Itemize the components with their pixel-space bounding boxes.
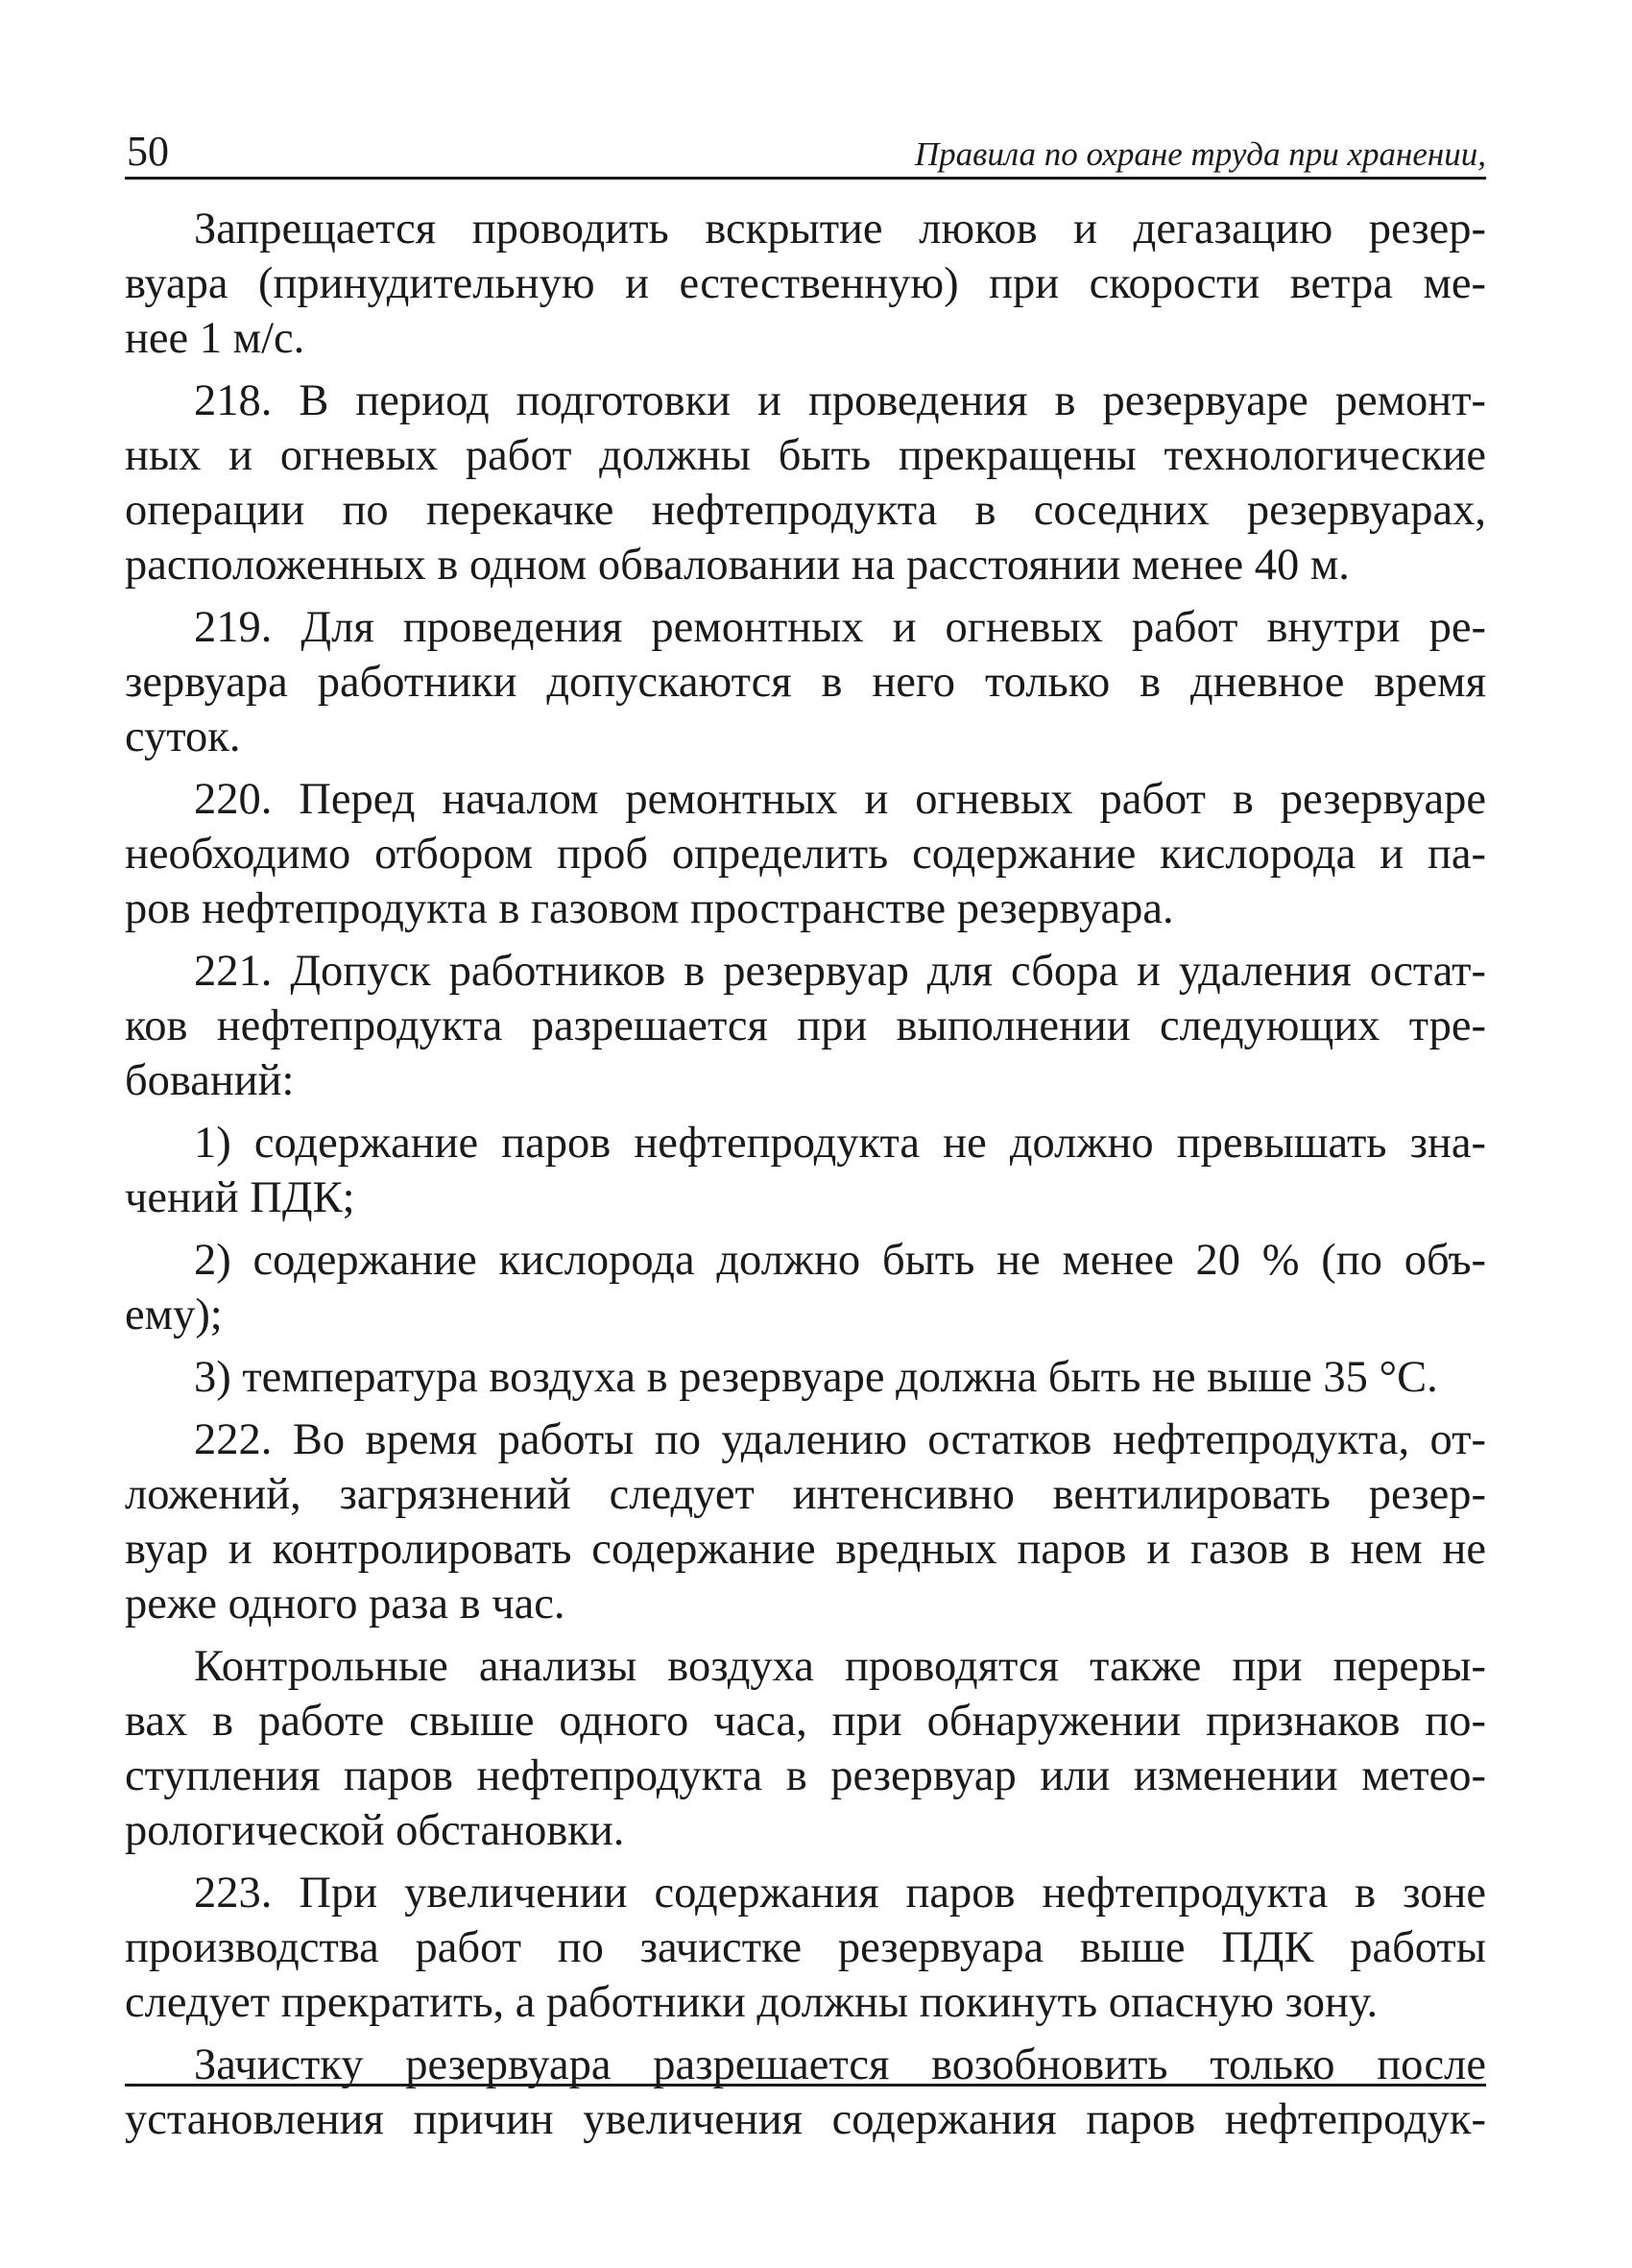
text-line: Контрольные анализы воздуха проводятся также при переры- [194,1642,1486,1691]
text-line: 218. В период подготовки и проведения в резервуаре ремонт- [194,376,1486,425]
text-line: 3) температура воздуха в резервуаре должна быть не выше 35 °С. [194,1353,1438,1402]
text-line: операции по перекачке нефтепродукта в соседних резервуарах, [125,486,1486,535]
text-line: 223. При увеличении содержания паров нефтепродукта в зоне [194,1869,1486,1918]
paragraph [125,1412,1486,1631]
text-line: вуара (принудительную и естественную) при скорости ветра ме- [125,259,1486,308]
text-line: ных и огневых работ должны быть прекращены технологические [125,431,1486,480]
paragraph [125,2038,1486,2147]
text-line: Запрещается проводить вскрытие люков и дегазацию резер- [194,205,1486,253]
text-line: производства работ по зачистке резервуара выше ПДК работы [125,1923,1486,1972]
text-line: бований: [125,1056,295,1105]
paragraph-gap [125,366,1486,374]
text-line: 221. Допуск работников в резервуар для сбора и удаления остат- [194,947,1486,996]
paragraph-gap [125,1858,1486,1866]
page-number: 50 [127,128,169,175]
paragraph [125,600,1486,764]
paragraph [125,1116,1486,1225]
running-title: Правила по охране труда при хранении, [914,135,1486,173]
page-header [125,123,1486,180]
text-line: зервуара работники допускаются в него только в дневное время [125,658,1486,707]
footer-rule [125,2084,1486,2087]
paragraph [125,374,1486,592]
text-line: вах в работе свыше одного часа, при обнаружении признаков по- [125,1697,1486,1746]
paragraph-gap [125,1342,1486,1350]
text-line: вуар и контролировать содержание вредных паров и газов в нем не [125,1525,1486,1574]
text-line: установления причин увеличения содержания паров нефтепродук- [125,2095,1486,2144]
text-line: ров нефтепродукта в газовом пространстве резервуара. [125,884,1174,933]
text-line: чений ПДК; [125,1173,355,1222]
text-line: расположенных в одном обваловании на расстоянии менее 40 м. [125,541,1350,590]
paragraph [125,1866,1486,2030]
text-line: ложений, загрязнений следует интенсивно вентилировать резер- [125,1470,1486,1519]
paragraph-gap [125,1108,1486,1116]
text-line: ков нефтепродукта разрешается при выполнении следующих тре- [125,1001,1486,1050]
text-line: следует прекратить, а работники должны покинуть опасную зону. [125,1978,1379,2027]
text-line: 220. Перед началом ремонтных и огневых работ в резервуаре [194,775,1486,824]
paragraph [125,944,1486,1108]
paragraph [125,772,1486,936]
paragraph [125,1350,1486,1405]
text-line: ему); [125,1291,223,1339]
text-line: Зачистку резервуара разрешается возобновить только после [194,2040,1486,2089]
text-line: нее 1 м/с. [125,314,305,363]
text-line: 219. Для проведения ремонтных и огневых работ внутри ре- [194,603,1486,652]
paragraph-gap [125,764,1486,772]
paragraph-gap [125,1405,1486,1412]
paragraph [125,1233,1486,1342]
text-line: реже одного раза в час. [125,1580,565,1629]
text-line: 2) содержание кислорода должно быть не менее 20 % (по объ- [194,1236,1486,1285]
paragraph-gap [125,1225,1486,1233]
text-line: 222. Во время работы по удалению остатков нефтепродукта, от- [194,1415,1486,1464]
paragraph-gap [125,936,1486,944]
paragraph-gap [125,1631,1486,1639]
text-line: 1) содержание паров нефтепродукта не должно превышать зна- [194,1119,1486,1168]
body-text [125,202,1486,2147]
text-line: необходимо отбором проб определить содержание кислорода и па- [125,830,1486,879]
text-line: ступления паров нефтепродукта в резервуар или изменении метео- [125,1751,1486,1800]
paragraph-gap [125,2030,1486,2038]
text-line: суток. [125,712,241,761]
text-line: рологической обстановки. [125,1806,625,1855]
paragraph [125,1639,1486,1858]
paragraph-gap [125,592,1486,600]
paragraph [125,202,1486,366]
